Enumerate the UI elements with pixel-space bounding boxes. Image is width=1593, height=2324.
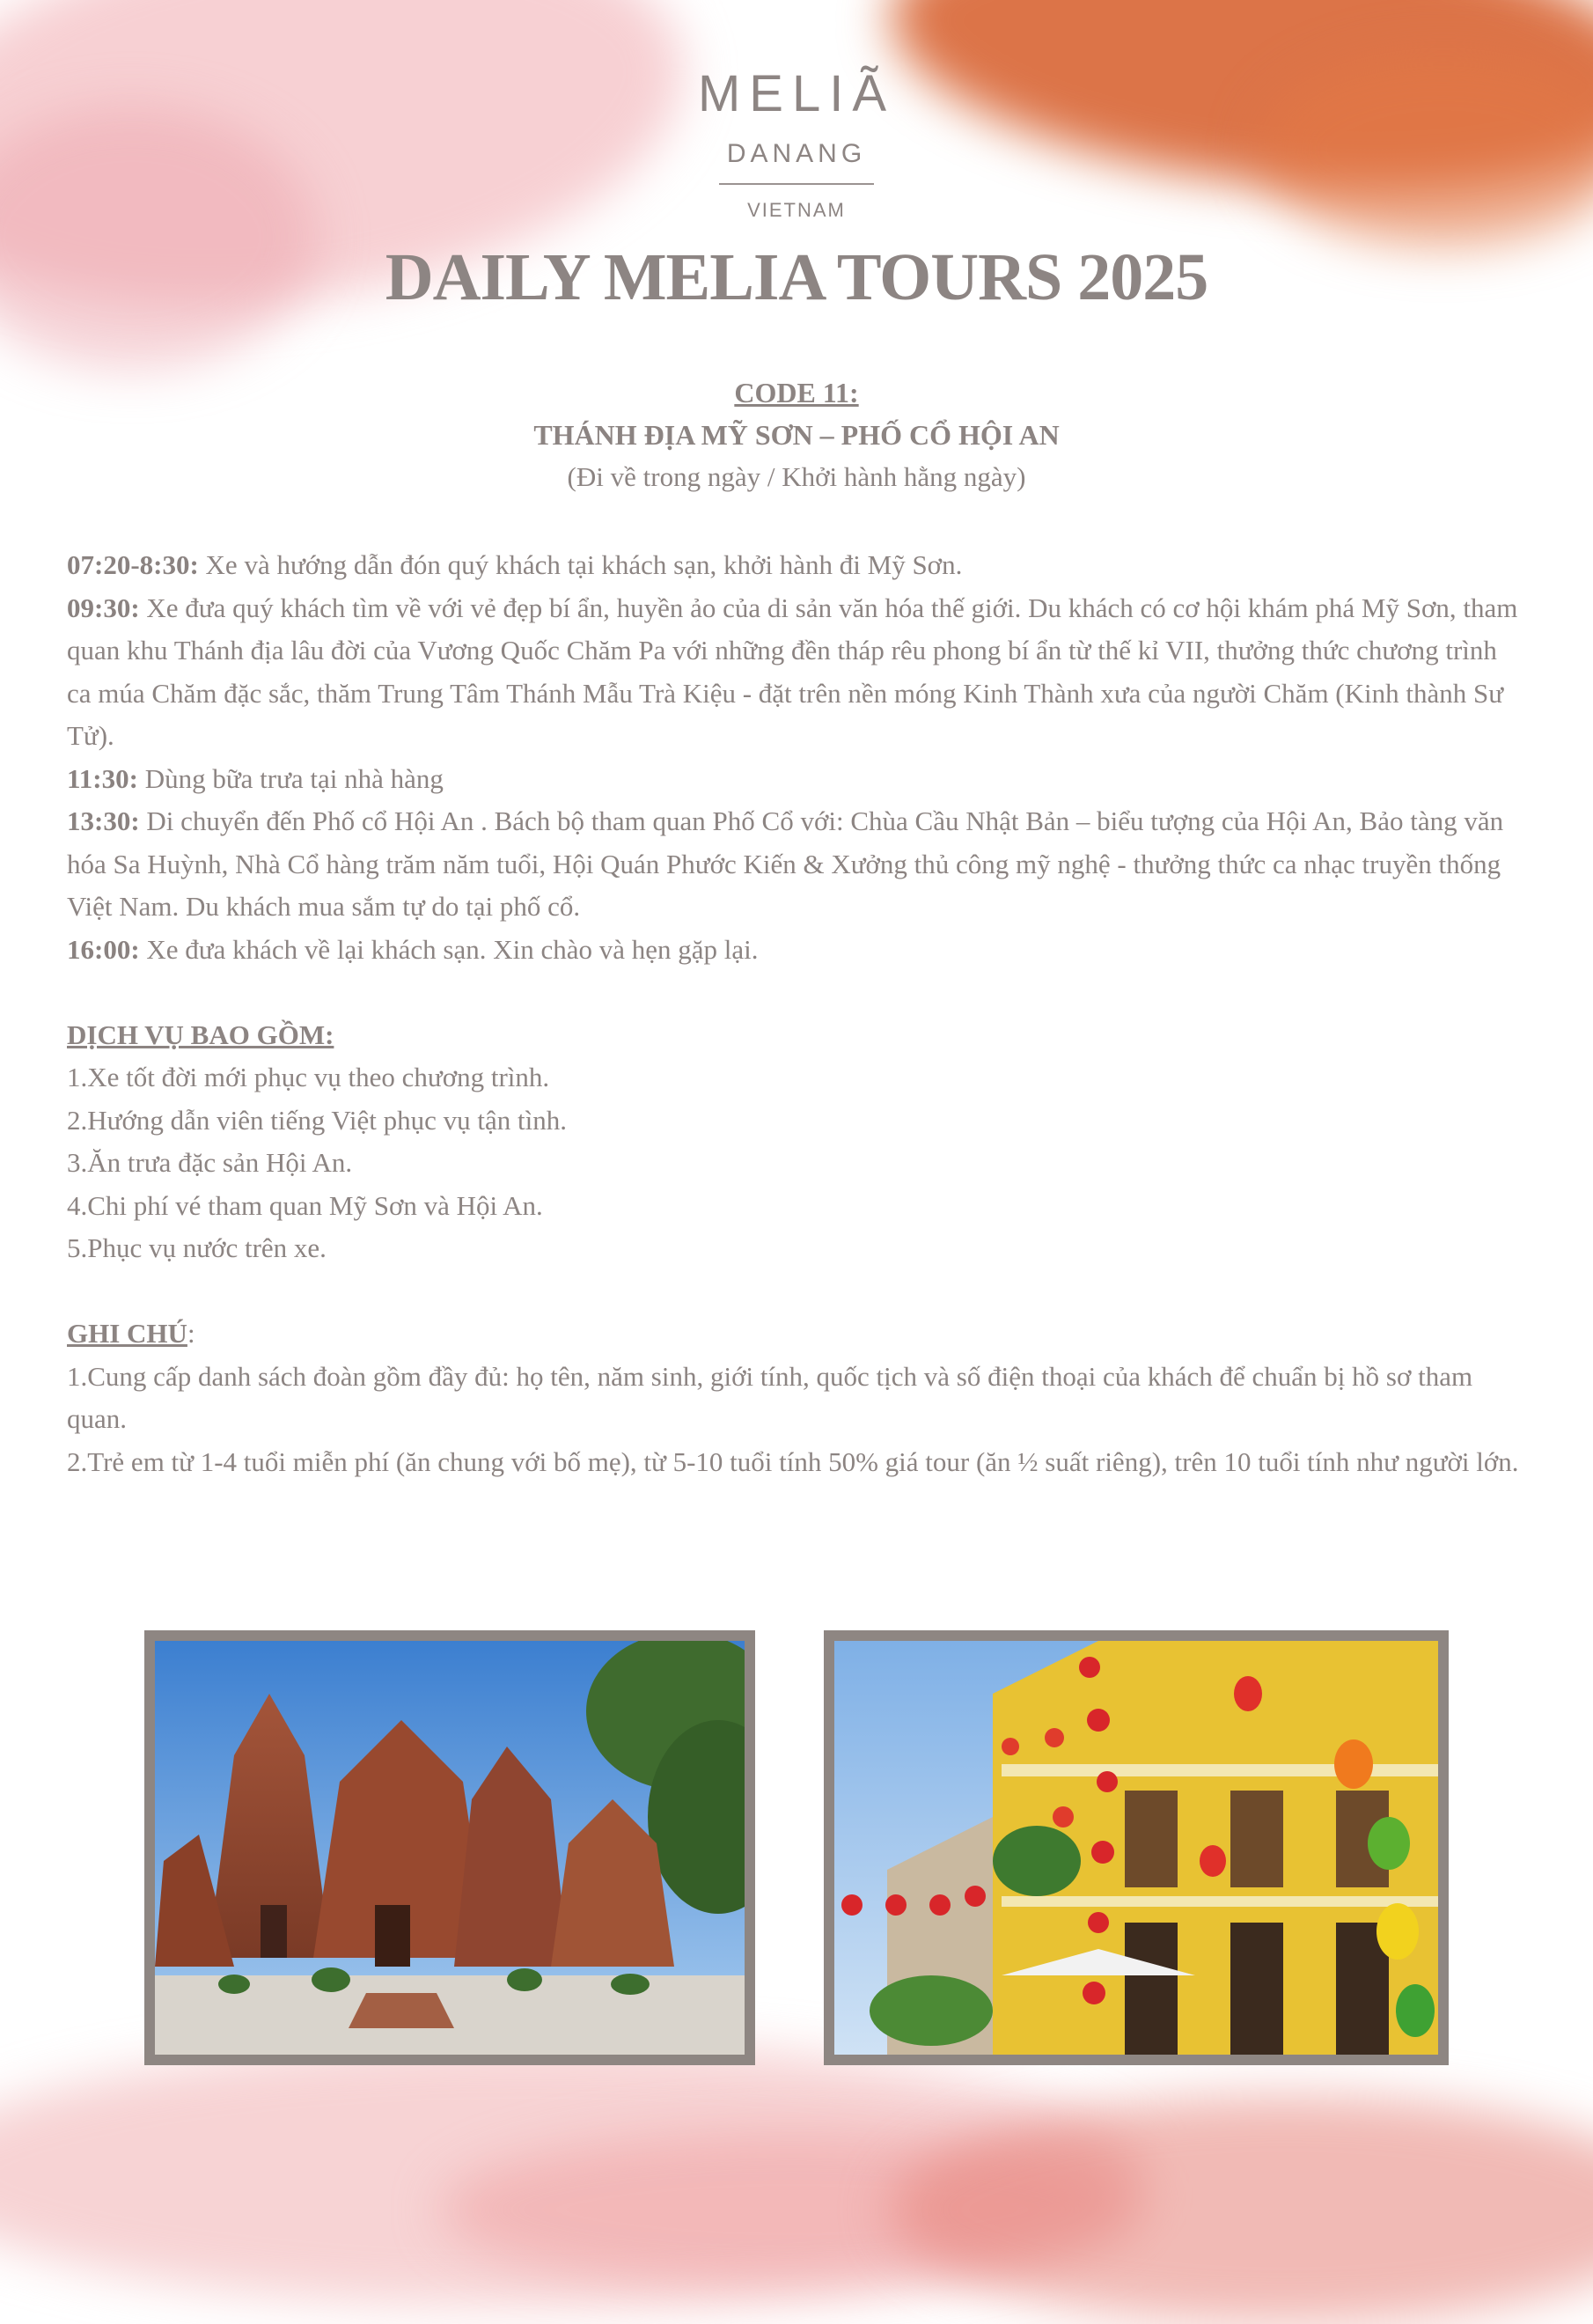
itinerary-time: 07:20-8:30: [67, 549, 199, 580]
tour-name: THÁNH ĐỊA MỸ SƠN – PHỐ CỔ HỘI AN [533, 419, 1060, 451]
hoi-an-street-image [834, 1641, 1438, 2055]
itinerary-text: Di chuyển đến Phố cổ Hội An . Bách bộ tham quan Phố Cổ với: Chùa Cầu Nhật Bản – biểu tượng của Hội An, Bảo tàng văn hóa Sa Huỳnh, Nhà Cổ hàng trăm năm tuổi, Hội Quán Phước Kiến & Xưởng thủ công mỹ nghệ - thưởng thức ca nhạc truyền thống Việt Nam. Du khách mua sắm tự do tại phố cổ. [67, 805, 1504, 922]
itinerary-text: Xe đưa khách về lại khách sạn. Xin chào và hẹn gặp lại. [139, 933, 759, 965]
my-son-photo [144, 1630, 755, 2065]
notes-title-colon: : [187, 1318, 195, 1349]
my-son-temple-image [155, 1641, 745, 2055]
itinerary-time: 16:00: [67, 933, 140, 965]
itinerary [67, 544, 1528, 971]
itinerary-item [67, 800, 1528, 929]
services-section [67, 1014, 1528, 1270]
itinerary-text: Dùng bữa trưa tại nhà hàng [137, 762, 444, 794]
service-item: 4.Chi phí vé tham quan Mỹ Sơn và Hội An. [67, 1189, 543, 1221]
hoi-an-photo [824, 1630, 1449, 2065]
itinerary-time: 11:30: [67, 762, 138, 794]
itinerary-time: 09:30: [67, 592, 140, 623]
itinerary-item [67, 929, 1528, 972]
itinerary-time: 13:30: [67, 805, 140, 836]
itinerary-item [67, 587, 1528, 758]
logo-city: DANANG [726, 139, 867, 168]
note-item: 1.Cung cấp danh sách đoàn gồm đầy đủ: họ tên, năm sinh, giới tính, quốc tịch và số điện thoại của khách để chuẩn bị hồ sơ tham quan. [67, 1360, 1473, 1434]
service-item: 5.Phục vụ nước trên xe. [67, 1232, 327, 1263]
service-item: 2.Hướng dẫn viên tiếng Việt phục vụ tận tình. [67, 1104, 568, 1136]
notes-title: GHI CHÚ [67, 1318, 187, 1349]
page-title: DAILY MELIA TOURS 2025 [385, 240, 1208, 314]
hotel-logo [0, 65, 1593, 222]
tour-content [67, 544, 1528, 1483]
tour-code: CODE 11: [734, 377, 859, 408]
itinerary-text: Xe và hướng dẫn đón quý khách tại khách sạn, khởi hành đi Mỹ Sơn. [198, 549, 963, 580]
logo-country: VIETNAM [747, 199, 846, 221]
itinerary-item [67, 544, 1528, 587]
itinerary-text: Xe đưa quý khách tìm về với vẻ đẹp bí ẩn, huyền ảo của di sản văn hóa thế giới. Du khách có cơ hội khám phá Mỹ Sơn, tham quan khu Thánh địa lâu đời của Vương Quốc Chăm Pa với những đền tháp rêu phong bí ẩn từ thế kỉ VII, thưởng thức chương trình ca múa Chăm đặc sắc, thăm Trung Tâm Thánh Mẫu Trà Kiệu - đặt trên nền móng Kinh Thành xưa của người Chăm (Kinh thành Sư Tử). [67, 592, 1518, 751]
tour-subtitle: (Đi về trong ngày / Khởi hành hằng ngày) [567, 461, 1026, 492]
service-item: 1.Xe tốt đời mới phục vụ theo chương trình. [67, 1062, 550, 1092]
note-item: 2.Trẻ em từ 1-4 tuổi miễn phí (ăn chung với bố mẹ), từ 5-10 tuổi tính 50% giá tour (ăn ½ suất riêng), trên 10 tuổi tính như người lớn. [67, 1445, 1519, 1477]
services-title: DỊCH VỤ BAO GỒM: [67, 1019, 334, 1050]
logo-brand: MELIÃ [697, 65, 896, 122]
logo-divider [719, 183, 874, 185]
itinerary-item [67, 758, 1528, 801]
notes-section [67, 1313, 1528, 1483]
service-item: 3.Ăn trưa đặc sản Hội An. [67, 1147, 353, 1178]
